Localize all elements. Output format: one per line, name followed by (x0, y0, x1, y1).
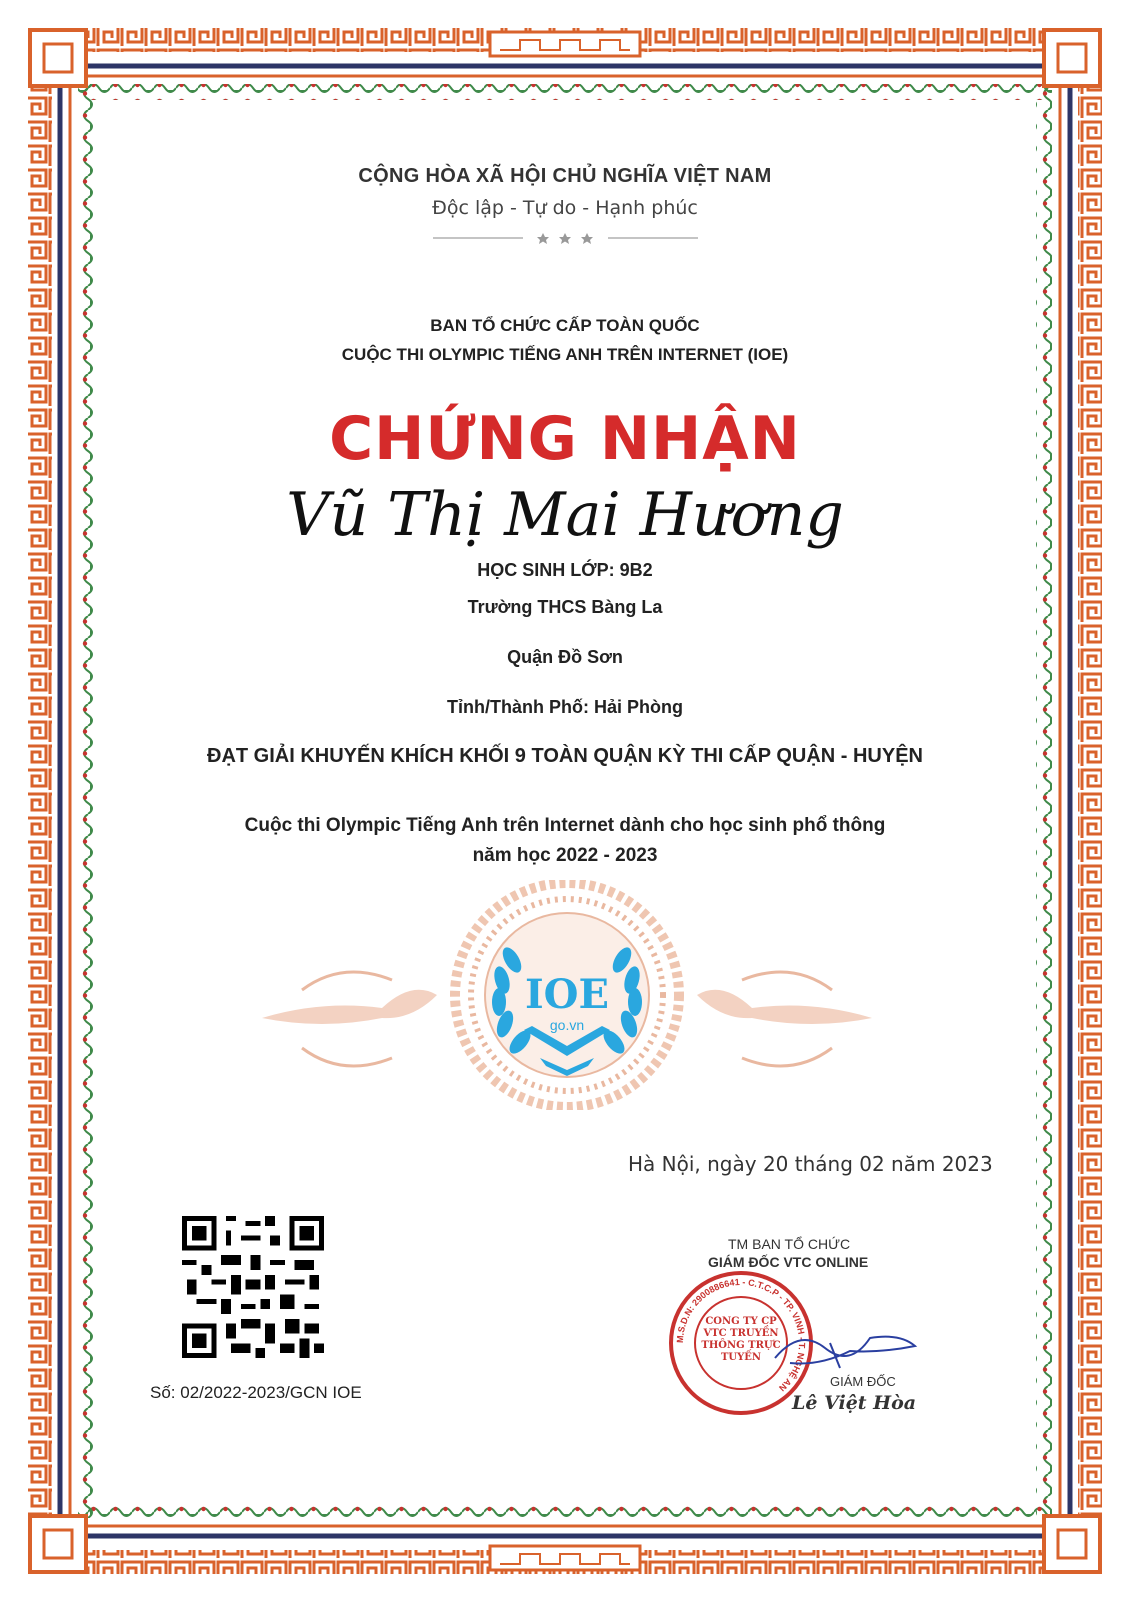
organizer-line-2: CUỘC THI OLYMPIC TIẾNG ANH TRÊN INTERNET (IOE) (341, 345, 789, 364)
logo-subtext: go.vn (549, 1017, 585, 1033)
stamp-center-text: CÔNG TY CP VTC TRUYỀN THÔNG TRỰC TUYẾN (701, 1316, 781, 1363)
certificate-title: CHỨNG NHẬN (329, 404, 801, 474)
country-name: CỘNG HÒA XÃ HỘI CHỦ NGHĨA VIỆT NAM (358, 165, 772, 187)
award-text: ĐẠT GIẢI KHUYẾN KHÍCH KHỐI 9 TOÀN QUẬN KỲ THI CẤP QUẬN - HUYỆN (207, 745, 923, 767)
signer-name: Lê Việt Hòa (792, 1392, 917, 1414)
certificate-serial: Số: 02/2022-2023/GCN IOE (150, 1383, 362, 1402)
contest-line-1: Cuộc thi Olympic Tiếng Anh trên Internet dành cho học sinh phổ thông (244, 815, 886, 836)
student-class: HỌC SINH LỚP: 9B2 (477, 560, 653, 580)
ioe-emblem (262, 880, 872, 1110)
signature-title: GIÁM ĐỐC VTC ONLINE (708, 1254, 869, 1270)
handwritten-signature (770, 1318, 920, 1378)
organizer-line-1: BAN TỔ CHỨC CẤP TOÀN QUỐC (430, 316, 700, 335)
stamp-ring-text: M.S.D.N: 2900886641 - C.T.C.P - TP. VINH - T. NGHỆ AN (674, 1276, 808, 1394)
signature-block (660, 1228, 960, 1428)
contest-line-2: năm học 2022 - 2023 (472, 845, 658, 866)
divider-stars (433, 232, 698, 244)
national-motto: Độc lập - Tự do - Hạnh phúc (432, 197, 698, 219)
signature-tm-label: TM BAN TỔ CHỨC (728, 1236, 851, 1252)
issue-date: Hà Nội, ngày 20 tháng 02 năm 2023 (628, 1152, 993, 1176)
signer-role: GIÁM ĐỐC (830, 1374, 896, 1389)
recipient-name: Vũ Thị Mai Hương (286, 480, 844, 550)
province-name: Tỉnh/Thành Phố: Hải Phòng (447, 697, 683, 717)
school-name: Trường THCS Bàng La (467, 597, 663, 617)
district-name: Quận Đồ Sơn (507, 647, 623, 667)
qr-code (182, 1216, 324, 1358)
logo-text: IOE (524, 971, 610, 1018)
